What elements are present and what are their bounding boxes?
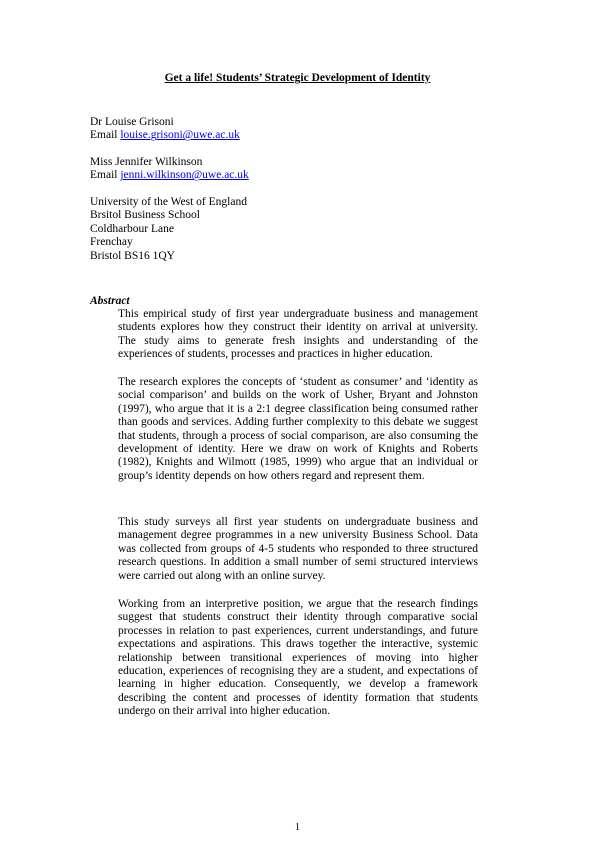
address-line: Frenchay [90,236,133,249]
author-1-block [90,116,240,143]
address-line: Bristol BS16 1QY [90,249,175,262]
abstract-heading: Abstract [90,295,130,307]
abstract-paragraph-2: The research explores the concepts of ‘student as consumer’ and ‘identity as social comparison’ and builds on the work of Usher, Bryant and Johnston (1997), who argue that it is a 2:1 degree classification being consumed rather than goods and services. Adding further complexity to this debate we suggest that students, through a process of social comparison, are also consuming the development of identity. Here we draw on work of Knights and Roberts (1982), Knights and Wilmott (1985, 1999) who argue that an individual or group’s identity depends on how others regard and represent them. [118,376,478,482]
address-line: Brsitol Business School [90,209,200,222]
author-2-email-label: Email [90,169,118,182]
abstract-paragraph-4: Working from an interpretive position, we argue that the research findings suggest that students construct their identity through comparative social processes in relation to past experiences, current understandings, and future expectations and aspirations. This draws together the interactive, systemic relationship between transitional experiences of moving into higher education, experiences of recognising they are a student, and expectations of learning in higher education. Consequently, we develop a framework describing the content and processes of identity formation that students undergo on their arrival into higher education. [118,598,478,718]
address-line: Coldharbour Lane [90,222,174,235]
author-1-email-link[interactable]: louise.grisoni@uwe.ac.uk [120,129,240,142]
abstract-paragraph-1: This empirical study of first year undergraduate business and management students explores how they construct their identity on arrival at university. The study aims to generate fresh insights and understanding of the experiences of students, processes and practices in higher education. [118,308,478,361]
author-1-email-line [90,129,240,142]
abstract-paragraph-3: This study surveys all first year students on undergraduate business and management degree programmes in a new university Business School. Data was collected from groups of 4-5 students who responded to three structured research questions. In addition a small number of semi structured interviews were carried out along with an online survey. [118,516,478,582]
page-number: 1 [294,822,301,833]
paper-title: Get a life! Students’ Strategic Development of Identity [164,72,431,84]
author-2-name: Miss Jennifer Wilkinson [90,156,203,168]
author-2-block [90,156,249,183]
author-2-email-link[interactable]: jenni.wilkinson@uwe.ac.uk [120,169,249,182]
address-block [90,196,247,263]
author-1-email-label: Email [90,129,118,142]
address-line: University of the West of England [90,196,247,208]
author-2-email-line [90,169,249,182]
author-1-name: Dr Louise Grisoni [90,116,174,128]
